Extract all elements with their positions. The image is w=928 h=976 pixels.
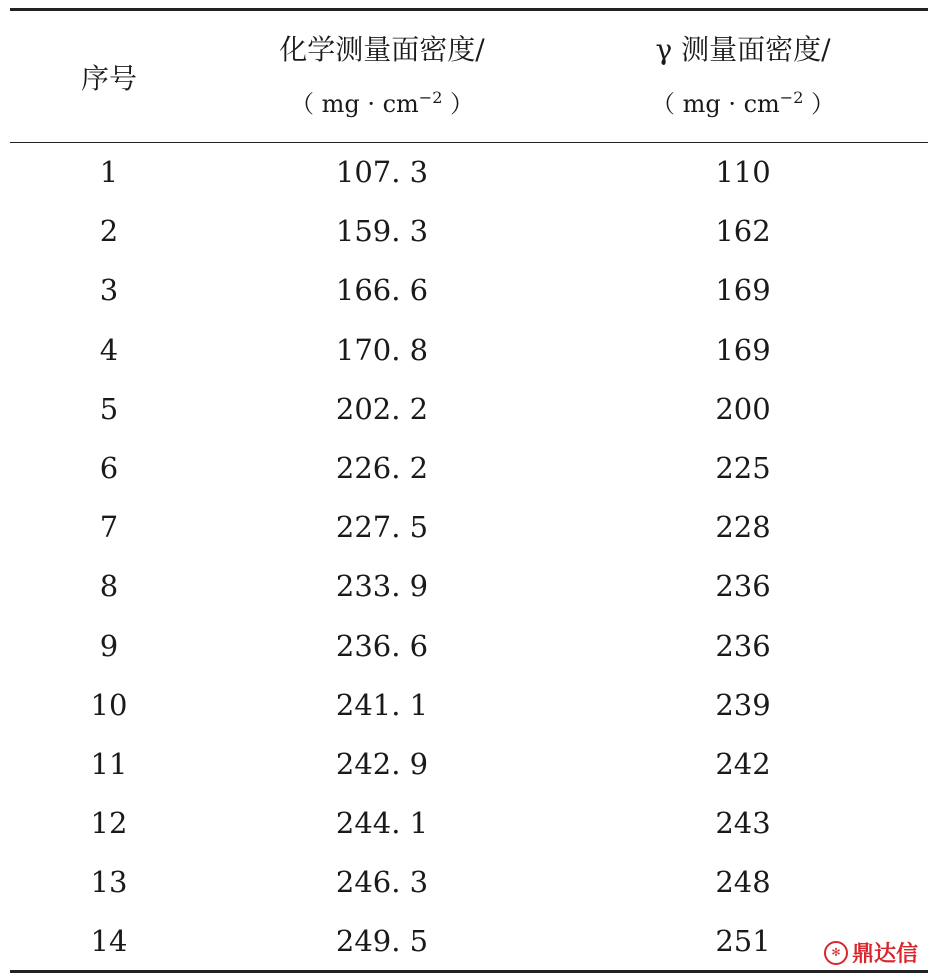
header-chemical-title: 化学测量面密度/	[279, 32, 485, 66]
cell-chemical: 241. 1	[335, 687, 429, 722]
cell-gamma: 169	[715, 273, 771, 308]
header-chemical-unit-exponent: −2	[418, 87, 443, 107]
cell-chemical: 170. 8	[335, 332, 429, 367]
cell-index: 14	[90, 923, 128, 958]
cell-gamma: 248	[715, 865, 771, 900]
header-chemical-unit-post: ）	[442, 89, 475, 118]
table-row	[10, 616, 928, 675]
table-row	[10, 498, 928, 557]
cell-index: 4	[99, 332, 119, 367]
table-row	[10, 853, 928, 912]
header-row	[10, 10, 928, 143]
cell-index: 11	[90, 746, 128, 781]
cell-chemical: 236. 6	[335, 628, 429, 663]
table-row	[10, 794, 928, 853]
cell-index: 7	[99, 510, 119, 545]
cell-index: 6	[99, 451, 119, 486]
cell-chemical: 159. 3	[335, 214, 429, 249]
cell-gamma: 236	[715, 569, 771, 604]
cell-index: 3	[99, 273, 119, 308]
cell-chemical: 227. 5	[335, 510, 429, 545]
cell-gamma: 251	[715, 923, 771, 958]
cell-gamma: 200	[715, 391, 771, 426]
header-chemical-unit-pre: （ mg · cm	[289, 89, 419, 118]
header-chemical-density	[208, 10, 556, 143]
cell-chemical: 233. 9	[335, 569, 429, 604]
table-row	[10, 557, 928, 616]
cell-chemical: 249. 5	[335, 923, 429, 958]
dingdaxin-logo-icon: ✻	[824, 941, 848, 965]
cell-chemical: 244. 1	[335, 806, 429, 841]
header-gamma-unit-exponent: −2	[779, 87, 804, 107]
header-index: 序号	[80, 61, 137, 95]
table-row	[10, 379, 928, 438]
table-row	[10, 438, 928, 497]
watermark	[824, 937, 918, 968]
cell-gamma: 225	[715, 451, 771, 486]
table-row	[10, 261, 928, 320]
cell-index: 8	[99, 569, 119, 604]
watermark-text: 鼎达信	[851, 942, 918, 967]
cell-chemical: 226. 2	[335, 451, 429, 486]
cell-chemical: 242. 9	[335, 746, 429, 781]
table-row	[10, 734, 928, 793]
cell-gamma: 239	[715, 687, 771, 722]
header-gamma-title: γ 测量面密度/	[655, 32, 831, 66]
table-row	[10, 202, 928, 261]
cell-gamma: 169	[715, 332, 771, 367]
density-table-container	[10, 8, 924, 973]
cell-gamma: 228	[715, 510, 771, 545]
header-gamma-unit-pre: （ mg · cm	[650, 89, 780, 118]
table-body	[10, 143, 928, 972]
cell-gamma: 242	[715, 746, 771, 781]
cell-chemical: 107. 3	[335, 155, 429, 190]
cell-gamma: 162	[715, 214, 771, 249]
cell-index: 5	[99, 391, 119, 426]
header-gamma-unit-post: ）	[803, 89, 836, 118]
cell-index: 1	[99, 155, 119, 190]
cell-gamma: 243	[715, 806, 771, 841]
header-gamma-unit	[557, 74, 928, 128]
cell-index: 10	[90, 687, 128, 722]
cell-gamma: 110	[715, 155, 771, 190]
header-gamma-density	[556, 10, 928, 143]
table-row	[10, 143, 928, 202]
cell-index: 9	[99, 628, 119, 663]
cell-index: 2	[99, 214, 119, 249]
table-row	[10, 675, 928, 734]
cell-index: 13	[90, 865, 128, 900]
header-chemical-unit	[209, 74, 555, 128]
cell-index: 12	[90, 806, 128, 841]
cell-chemical: 166. 6	[335, 273, 429, 308]
cell-gamma: 236	[715, 628, 771, 663]
table-row	[10, 912, 928, 971]
cell-chemical: 202. 2	[335, 391, 429, 426]
cell-chemical: 246. 3	[335, 865, 429, 900]
density-table	[10, 8, 928, 973]
table-row	[10, 320, 928, 379]
